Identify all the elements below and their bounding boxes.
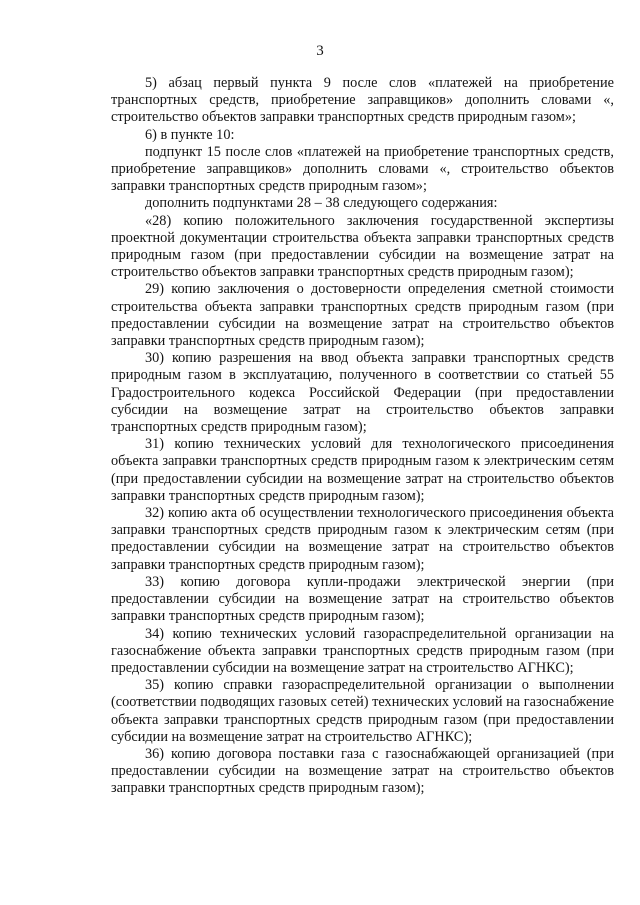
paragraph-subitem-31: 31) копию технических условий для технологического присоединения объекта заправки транспортных средств природным газом к электрическим сетям (при предоставлении субсидии на возмещение затрат на строительство объектов заправки транспортных средств природным газом);	[111, 436, 614, 504]
paragraph-subitem-15: подпункт 15 после слов «платежей на приобретение транспортных средств, приобретение заправщиков» дополнить словами «, строительство объектов заправки транспортных средств природным газом»;	[111, 143, 614, 195]
document-body	[111, 75, 614, 798]
paragraph-subitem-36: 36) копию договора поставки газа с газоснабжающей организацией (при предоставлении субсидии на возмещение затрат на строительство объектов заправки транспортных средств природным газом);	[111, 745, 614, 797]
paragraph-item-6: 6) в пункте 10:	[145, 126, 235, 143]
paragraph-subitem-30: 30) копию разрешения на ввод объекта заправки транспортных средств природным газом в эксплуатацию, полученного в соответствии со статьей 55 Градостроительного кодекса Российской Федерации (при предоставлении субсидии на возмещение затрат на строительство объектов заправки транспортных средств природным газом);	[111, 350, 614, 436]
paragraph-subitem-32: 32) копию акта об осуществлении технологического присоединения объекта заправки транспортных средств природным газом к электрическим сетям (при предоставлении субсидии на возмещение затрат на строительство объектов заправки транспортных средств природным газом);	[111, 505, 614, 573]
page-number: 3	[316, 43, 324, 59]
paragraph-add-subitems: дополнить подпунктами 28 – 38 следующего содержания:	[145, 195, 498, 212]
paragraph-subitem-28: «28) копию положительного заключения государственной экспертизы проектной документации строительства объекта заправки транспортных средств природным газом (при предоставлении субсидии на возмещение затрат на строительство объектов заправки транспортных средств природным газом);	[111, 212, 614, 281]
paragraph-subitem-35: 35) копию справки газораспределительной организации о выполнении (соответствии подводящих газовых сетей) технических условий на газоснабжение объекта заправки транспортных средств природным газом (при предоставлении субсидии на возмещение затрат на строительство АГНКС);	[111, 677, 614, 745]
paragraph-subitem-34: 34) копию технических условий газораспределительной организации на газоснабжение объекта заправки транспортных средств природным газом (при предоставлении субсидии на возмещение затрат на строительство АГНКС);	[111, 625, 614, 676]
paragraph-item-5: 5) абзац первый пункта 9 после слов «платежей на приобретение транспортных средств, приобретение заправщиков» дополнить словами «, строительство объектов заправки транспортных средств природным газом»;	[111, 75, 614, 126]
paragraph-subitem-29: 29) копию заключения о достоверности определения сметной стоимости строительства объекта заправки транспортных средств природным газом (при предоставлении субсидии на возмещение затрат на строительство объектов заправки транспортных средств природным газом);	[111, 281, 614, 350]
paragraph-subitem-33: 33) копию договора купли-продажи электрической энергии (при предоставлении субсидии на возмещение затрат на строительство объектов заправки транспортных средств природным газом);	[111, 573, 614, 625]
